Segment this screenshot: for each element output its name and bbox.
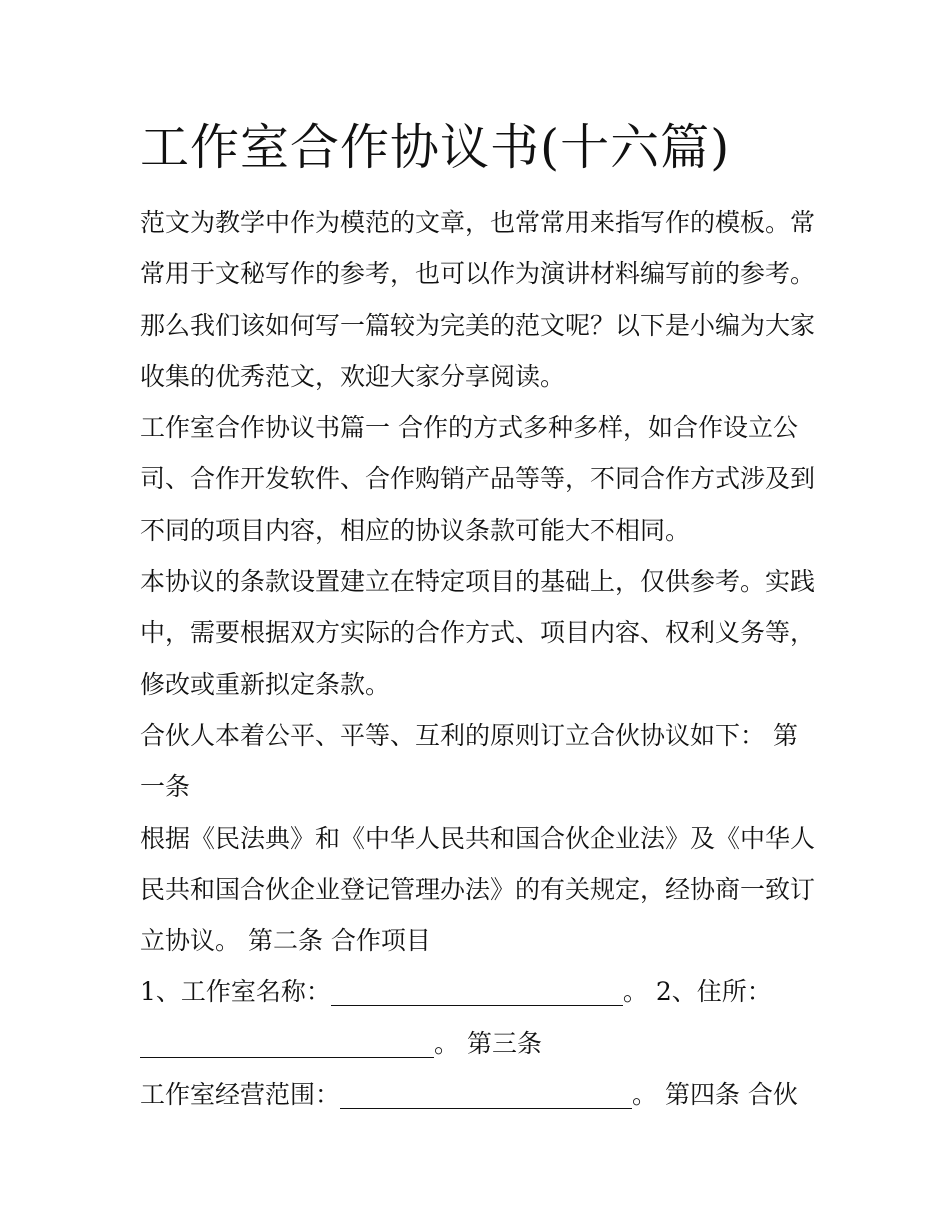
article-four-heading: 。 第四条 合伙 [632, 1080, 798, 1110]
text-line: 司、合作开发软件、合作购销产品等等，不同合作方式涉及到 [140, 464, 816, 494]
business-scope-blank[interactable] [340, 1084, 632, 1109]
article-three-heading: 。 第三条 [434, 1028, 542, 1058]
text-line: 范文为教学中作为模范的文章，也常常用来指写作的模板。常 [140, 208, 816, 237]
text-line: 常用于文秘写作的参考，也可以作为演讲材料编写前的参考。 [140, 259, 816, 289]
text-line: 工作室合作协议书篇一 合作的方式多种多样，如合作设立公 [140, 413, 798, 443]
text-line: 民共和国合伙企业登记管理办法》的有关规定，经协商一致订 [140, 874, 816, 904]
text-line: 中，需要根据双方实际的合作方式、项目内容、权利义务等， [140, 618, 816, 648]
text-line: 一条 [140, 772, 191, 802]
address-blank[interactable] [140, 1033, 434, 1058]
address-label: 。 2、住所： [622, 977, 772, 1007]
studio-name-label: 1、工作室名称： [140, 977, 331, 1007]
text-line: 立协议。 第二条 合作项目 [140, 926, 431, 956]
business-scope-line [140, 1069, 830, 1120]
document-body [140, 197, 830, 1120]
text-line: 合伙人本着公平、平等、互利的原则订立合伙协议如下： 第 [140, 720, 798, 750]
business-scope-label: 工作室经营范围： [140, 1080, 341, 1110]
studio-name-line [140, 966, 830, 1017]
document-title: 工作室合作协议书(十六篇) [140, 119, 731, 176]
text-line: 修改或重新拟定条款。 [140, 669, 391, 699]
text-line: 本协议的条款设置建立在特定项目的基础上，仅供参考。实践 [140, 567, 816, 597]
text-line: 根据《民法典》和《中华人民共和国合伙企业法》及《中华人 [140, 823, 816, 853]
text-line: 不同的项目内容，相应的协议条款可能大不相同。 [140, 515, 691, 545]
address-line [140, 1018, 830, 1069]
studio-name-blank[interactable] [331, 981, 623, 1006]
text-line: 收集的优秀范文，欢迎大家分享阅读。 [140, 361, 566, 391]
text-line: 那么我们该如何写一篇较为完美的范文呢？以下是小编为大家 [140, 310, 816, 340]
